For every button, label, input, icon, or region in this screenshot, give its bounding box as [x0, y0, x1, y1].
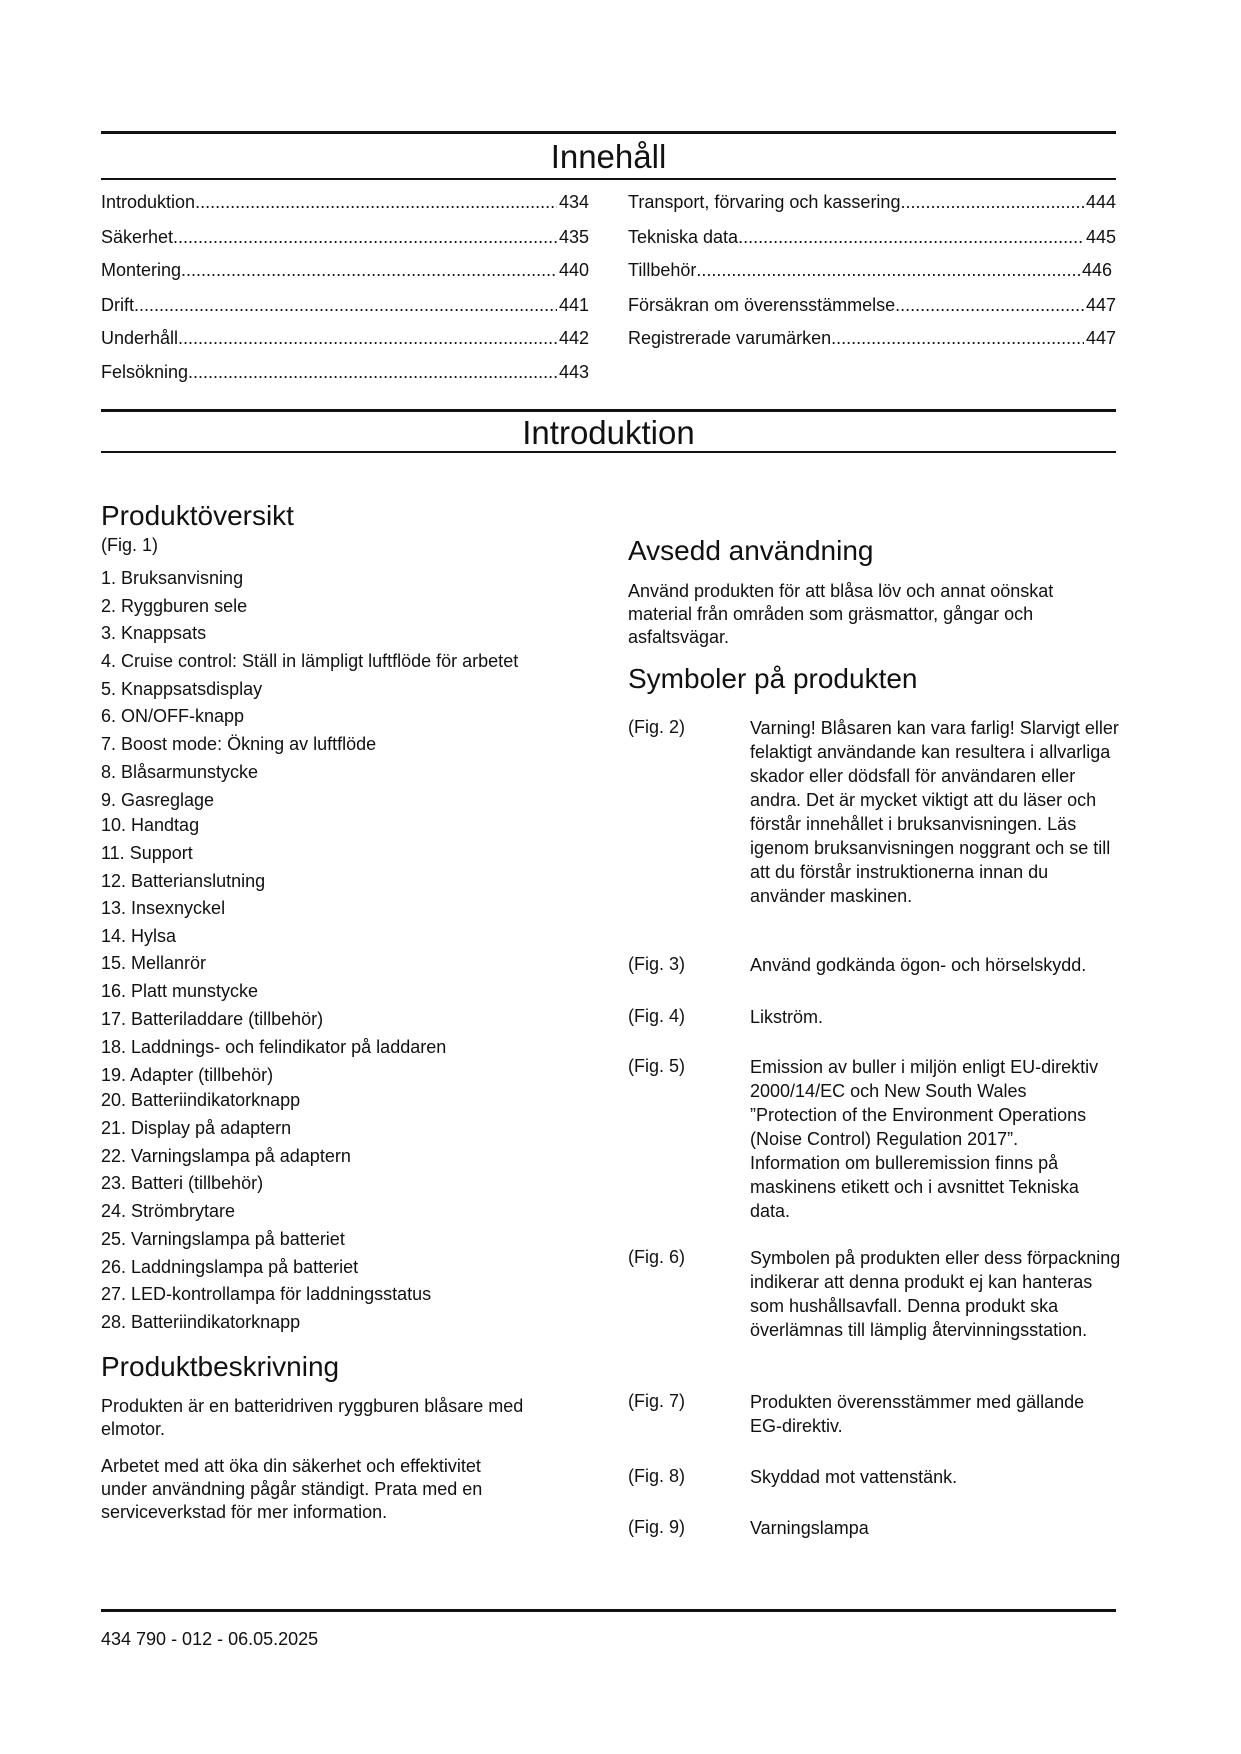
symbol-description: Varning! Blåsaren kan vara farlig! Slarvigt eller felaktigt användande kan resultera i allvarliga skador eller dödsfall för användaren eller andra. Det är mycket viktigt att du läser och förstår innehållet i bruksanvisningen. Läs igenom bruksanvisningen noggrant och se till att du förstår instruktionerna innan du använder maskinen. — [750, 718, 1119, 906]
toc-item-label: Försäkran om överensstämmelse — [628, 295, 896, 315]
list-item: 19. Adapter (tillbehör) — [101, 1065, 274, 1085]
footer-doc-number: 434 790 - 012 - 06.05.2025 — [101, 1629, 319, 1649]
toc-item-label: Introduktion — [101, 192, 196, 212]
intro-title: Introduktion — [522, 414, 695, 451]
symbol-description: Emission av buller i miljön enligt EU-direktiv 2000/14/EC och New South Wales ”Protection of the Environment Operations (Noise Control) Regulation 2017”. Information om bulleremission finns på maskinens etikett och i avsnittet Tekniska data. — [750, 1057, 1099, 1221]
list-item: 22. Varningslampa på adaptern — [101, 1146, 351, 1166]
toc-item-page: 444 — [1085, 192, 1116, 212]
list-item: 14. Hylsa — [101, 926, 177, 946]
symbol-fig-ref: (Fig. 3) — [628, 954, 686, 974]
symbol-fig-ref: (Fig. 7) — [628, 1391, 686, 1411]
toc-item-varumarken[interactable] — [628, 327, 1116, 349]
list-item: 6. ON/OFF-knapp — [101, 706, 245, 726]
toc-item-label: Tillbehör — [628, 260, 697, 280]
toc-item-label: Säkerhet — [101, 227, 174, 247]
toc-item-page: 443 — [558, 362, 589, 382]
list-item: 9. Gasreglage — [101, 790, 215, 810]
list-item: 1. Bruksanvisning — [101, 568, 244, 588]
symbol-description: Skyddad mot vattenstänk. — [750, 1467, 958, 1487]
toc-item-page: 447 — [1085, 295, 1116, 315]
toc-item-page: 442 — [558, 328, 589, 348]
symbol-description: Symbolen på produkten eller dess förpackning indikerar att denna produkt ej kan hanteras som hushållsavfall. Denna produkt ska överlämnas till lämplig återvinningsstation. — [750, 1248, 1121, 1340]
list-item: 17. Batteriladdare (tillbehör) — [101, 1009, 324, 1029]
intro-title-rule — [101, 451, 1116, 453]
symbol-description: Produkten överensstämmer med gällande EG-direktiv. — [750, 1392, 1085, 1436]
toc-title-rule — [101, 178, 1116, 180]
symbol-fig-ref: (Fig. 6) — [628, 1247, 686, 1267]
description-paragraph-2: Arbetet med att öka din säkerhet och effektivitet under användning pågår ständigt. Prata med en serviceverkstad för mer information. — [101, 1456, 483, 1522]
list-item: 23. Batteri (tillbehör) — [101, 1173, 264, 1193]
toc-item-page: 441 — [558, 295, 589, 315]
symbol-description: Likström. — [750, 1007, 824, 1027]
list-item: 27. LED-kontrollampa för laddningsstatus — [101, 1284, 432, 1304]
toc-item-transport[interactable] — [628, 191, 1116, 213]
description-heading: Produktbeskrivning — [101, 1351, 340, 1382]
list-item: 21. Display på adaptern — [101, 1118, 292, 1138]
list-item: 16. Platt munstycke — [101, 981, 259, 1001]
toc-item-tekniska-data[interactable] — [628, 226, 1116, 248]
list-item: 18. Laddnings- och felindikator på laddaren — [101, 1037, 447, 1057]
list-item: 4. Cruise control: Ställ in lämpligt luftflöde för arbetet — [101, 651, 519, 671]
intro-top-rule — [101, 409, 1116, 412]
list-item: 20. Batteriindikatorknapp — [101, 1090, 301, 1110]
toc-item-drift[interactable] — [101, 294, 589, 316]
toc-item-label: Underhåll — [101, 328, 179, 348]
symbol-fig-ref: (Fig. 9) — [628, 1517, 686, 1537]
list-item: 2. Ryggburen sele — [101, 596, 248, 616]
toc-item-montering[interactable] — [101, 259, 589, 281]
symbol-fig-ref: (Fig. 8) — [628, 1466, 686, 1486]
overview-fig-ref: (Fig. 1) — [101, 535, 159, 555]
toc-item-tillbehor[interactable] — [628, 259, 1112, 281]
toc-item-label: Tekniska data — [628, 227, 739, 247]
list-item: 3. Knappsats — [101, 623, 207, 643]
intended-use-text: Använd produkten för att blåsa löv och annat oönskat material från områden som gräsmattor, gångar och asfaltsvägar. — [628, 581, 1054, 647]
toc-item-label: Drift — [101, 295, 134, 315]
intended-use-heading: Avsedd användning — [628, 535, 874, 566]
toc-item-page: 434 — [558, 192, 589, 212]
symbol-fig-ref: (Fig. 5) — [628, 1056, 686, 1076]
toc-item-page: 446 — [1081, 260, 1112, 280]
toc-item-page: 447 — [1085, 328, 1116, 348]
toc-item-page: 440 — [558, 260, 589, 280]
toc-item-forsakran[interactable] — [628, 294, 1116, 316]
list-item: 13. Insexnyckel — [101, 898, 226, 918]
description-paragraph-1: Produkten är en batteridriven ryggburen blåsare med elmotor. — [101, 1396, 524, 1439]
toc-item-introduktion[interactable] — [101, 191, 589, 213]
list-item: 8. Blåsarmunstycke — [101, 762, 259, 782]
list-item: 24. Strömbrytare — [101, 1201, 236, 1221]
symbol-description: Varningslampa — [750, 1518, 869, 1538]
overview-heading: Produktöversikt — [101, 500, 294, 531]
toc-top-rule — [101, 131, 1116, 134]
footer-rule — [101, 1609, 1116, 1612]
list-item: 11. Support — [101, 843, 193, 863]
list-item: 7. Boost mode: Ökning av luftflöde — [101, 734, 377, 754]
toc-item-label: Registrerade varumärken — [628, 328, 832, 348]
toc-item-label: Felsökning — [101, 362, 189, 382]
symbols-heading: Symboler på produkten — [628, 663, 918, 694]
toc-item-sakerhet[interactable] — [101, 226, 589, 248]
list-item: 15. Mellanrör — [101, 953, 207, 973]
toc-item-page: 435 — [558, 227, 589, 247]
toc-item-label: Montering — [101, 260, 182, 280]
list-item: 28. Batteriindikatorknapp — [101, 1312, 301, 1332]
toc-item-page: 445 — [1085, 227, 1116, 247]
symbol-description: Använd godkända ögon- och hörselskydd. — [750, 955, 1087, 975]
symbol-fig-ref: (Fig. 2) — [628, 717, 686, 737]
symbol-fig-ref: (Fig. 4) — [628, 1006, 686, 1026]
list-item: 25. Varningslampa på batteriet — [101, 1229, 345, 1249]
list-item: 12. Batterianslutning — [101, 871, 266, 891]
list-item: 26. Laddningslampa på batteriet — [101, 1257, 359, 1277]
list-item: 5. Knappsatsdisplay — [101, 679, 263, 699]
list-item: 10. Handtag — [101, 815, 200, 835]
toc-title: Innehåll — [550, 138, 667, 175]
toc-item-felsokning[interactable] — [101, 361, 589, 383]
toc-item-label: Transport, förvaring och kassering — [628, 192, 901, 212]
toc-item-underhall[interactable] — [101, 327, 589, 349]
